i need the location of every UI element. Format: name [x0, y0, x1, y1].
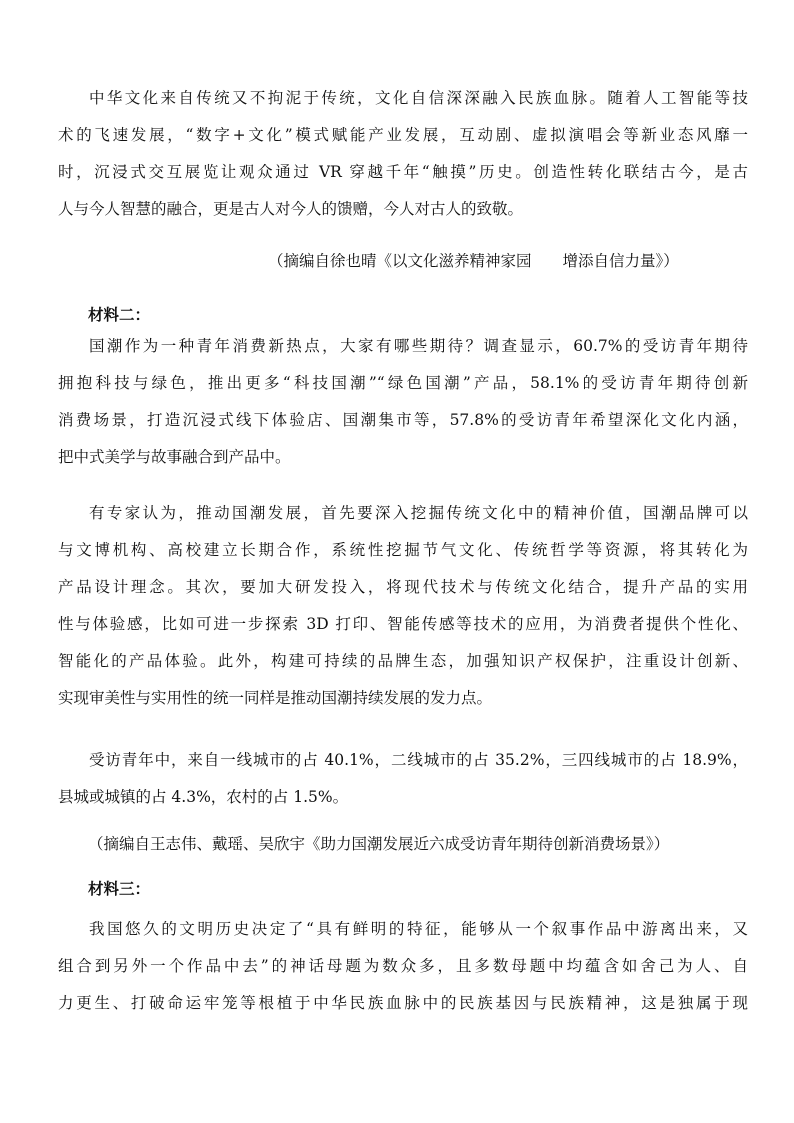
text-line: 我国悠久的文明历史决定了“具有鲜明的特征，能够从一个叙事作品中游离出来，又 [89, 920, 748, 938]
paragraph-expert [58, 495, 748, 717]
text-line: 与文博机构、高校建立长期合作，系统性挖掘节气文化、传统哲学等资源，将其转化为 [58, 541, 748, 559]
text-line: 智能化的产品体验。此外，构建可持续的品牌生态，加强知识产权保护，注重设计创新、 [58, 652, 748, 670]
paragraph-survey [58, 328, 748, 476]
source-citation: （摘编自徐也晴《以文化滋养精神家园 增添自信力量》） [268, 252, 679, 270]
source-citation: （摘编自王志伟、戴瑶、吴欣宇《助力国潮发展近六成受访青年期待创新消费场景》） [88, 835, 670, 853]
text-line: 县城或城镇的占 4.3%，农村的占 1.5%。 [58, 788, 349, 806]
text-line: 消费场景，打造沉浸式线下体验店、国潮集市等，57.8%的受访青年希望深化文化内涵， [58, 411, 748, 429]
text-line: 术的飞速发展，“数字+文化”模式赋能产业发展，互动剧、虚拟演唱会等新业态风靡一 [58, 126, 748, 144]
text-line: 把中式美学与故事融合到产品中。 [58, 448, 291, 466]
text-line: 拥抱科技与绿色，推出更多“科技国潮”“绿色国潮”产品，58.1%的受访青年期待创新 [58, 374, 748, 392]
text-line: 力更生、打破命运牢笼等根植于中华民族血脉中的民族基因与民族精神，这是独属于现 [58, 994, 748, 1012]
text-line: 中华文化来自传统又不拘泥于传统，文化自信深深融入民族血脉。随着人工智能等技 [89, 89, 748, 107]
text-line: 组合到另外一个作品中去”的神话母题为数众多，且多数母题中均蕴含如舍己为人、自 [58, 957, 748, 975]
text-line: 实现审美性与实用性的统一同样是推动国潮持续发展的发力点。 [58, 689, 493, 707]
text-line: 人与今人智慧的融合，更是古人对今人的馈赠，今人对古人的致敬。 [58, 200, 524, 218]
text-line: 受访青年中，来自一线城市的占 40.1%，二线城市的占 35.2%，三四线城市的占 18.9%， [89, 751, 748, 769]
paragraph-city-distribution [58, 742, 748, 816]
paragraph-myth [58, 911, 748, 1022]
text-line: 性与体验感，比如可进一步探索 3D 打印、智能传感等技术的应用，为消费者提供个性化、 [58, 615, 748, 633]
text-line: 时，沉浸式交互展览让观众通过 VR 穿越千年“触摸”历史。创造性转化联结古今，是古 [58, 163, 748, 181]
paragraph-culture [58, 80, 748, 228]
section-heading: 材料三： [88, 879, 151, 898]
text-line: 有专家认为，推动国潮发展，首先要深入挖掘传统文化中的精神价值，国潮品牌可以 [89, 504, 748, 522]
text-line: 国潮作为一种青年消费新热点，大家有哪些期待？调查显示，60.7%的受访青年期待 [89, 337, 748, 355]
text-line: 产品设计理念。其次，要加大研发投入，将现代技术与传统文化结合，提升产品的实用 [58, 578, 748, 596]
section-heading: 材料二： [88, 305, 151, 324]
